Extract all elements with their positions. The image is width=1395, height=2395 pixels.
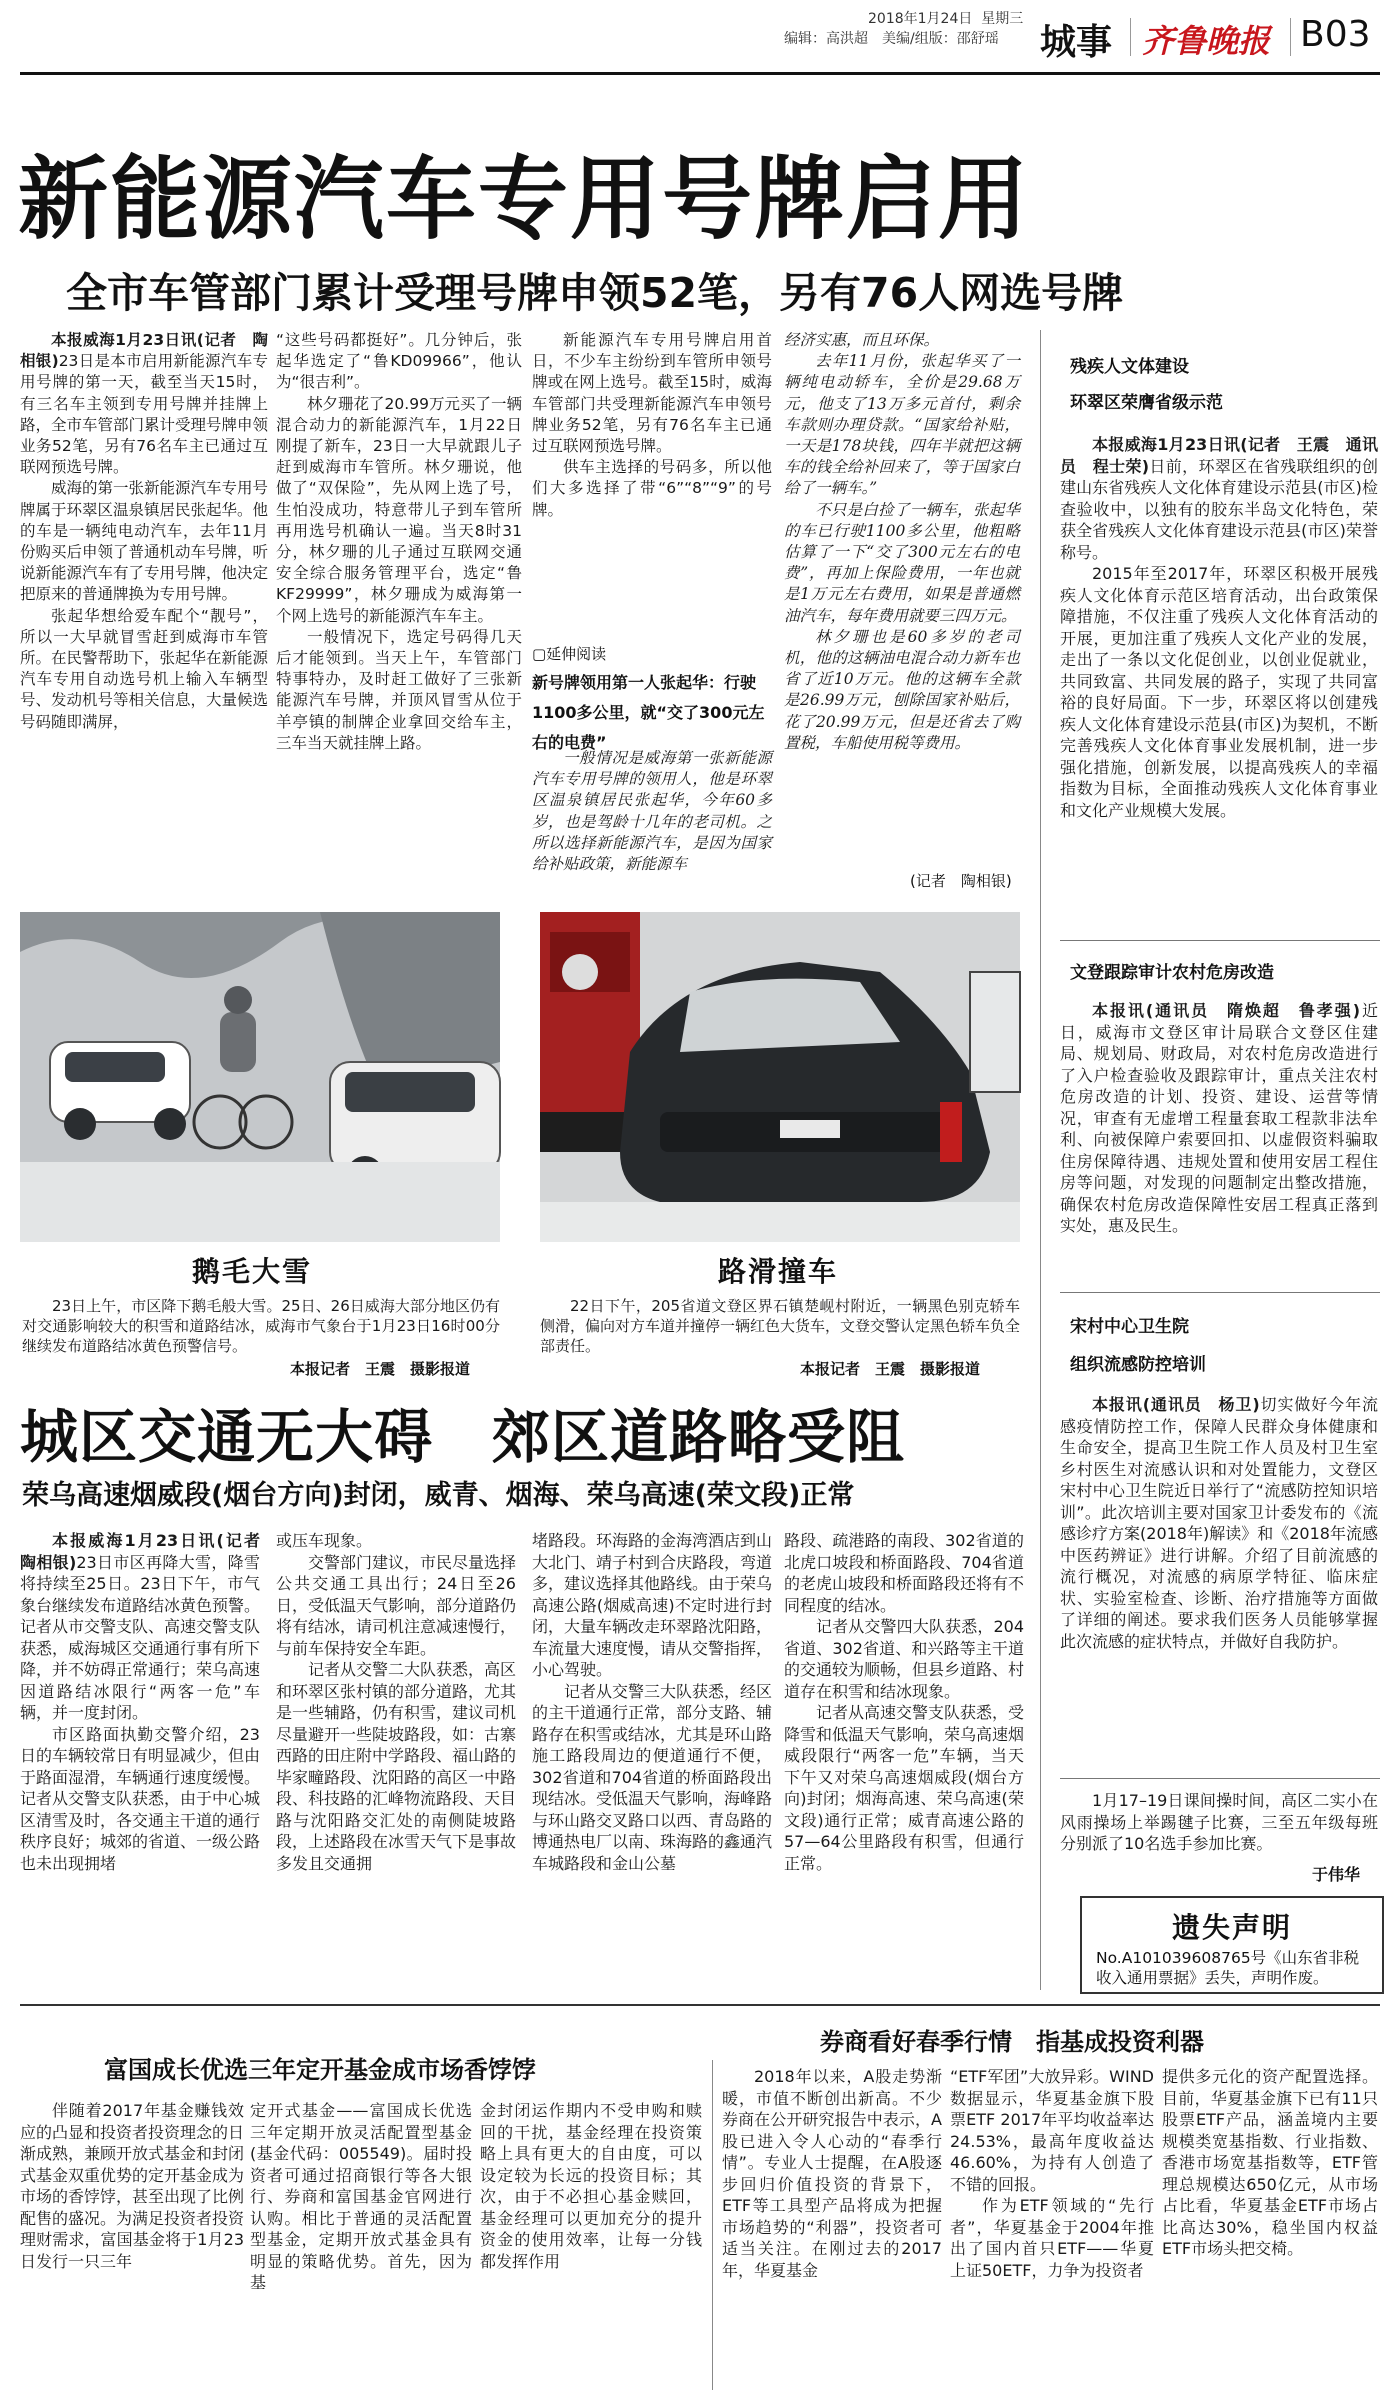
etf-col1-p: 2018年以来，A股走势渐暖，市值不断创出新高。不少券商在公开研究报告中表示，A股已进入令人心动的“春季行情”。专业人士提醒，在A股逐步回归价值投资的背景下，ETF等工具型产品将成为把握市场趋势的“利器”，投资者可适当关注。在刚过去的2017年，华夏基金 bbox=[722, 2067, 942, 2280]
fund-col-3 bbox=[480, 2100, 702, 2390]
etf-col-1 bbox=[722, 2066, 942, 2390]
photo-right-title: 路滑撞车 bbox=[718, 1255, 839, 1288]
fund-col2-p: 定开式基金——富国成长优选三年定期开放灵活配置型基金(基金代码：005549)。届时投资者可通过招商银行等各大银行、券商和富国基金官网进行认购。相比于普通的灵活配置型基金，定期开放式基金具有明显的策略优势。首先，因为基 bbox=[250, 2101, 472, 2292]
main-col4-p3: 不只是白捡了一辆车，张起华的车已行驶1100多公里，他粗略估算了一下“交了300元左右的电费”，再加上保险费用，一年也就是1万元左右费用，如果是普通燃油汽车，每年费用就要三四万元。 bbox=[784, 500, 1020, 625]
bottom-col-divider bbox=[712, 2060, 713, 2390]
traffic-col4-p3: 记者从高速交警支队获悉，受降雪和低温天气影响，荣乌高速烟威段限行“两客一危”车辆，当天下午又对荣乌高速烟威段(烟台方向)封闭；烟海高速、荣乌高速(荣文段)通行正常；威青高速公路的57—64公里路段有积雪，但通行正常。 bbox=[784, 1703, 1025, 1873]
etf-col-2 bbox=[950, 2066, 1154, 2390]
main-col2-p3: 一般情况下，选定号码得几天后才能领到。当天上午，车管部门特事特办，及时赶工做好了三张新能源汽车号牌，并顶风冒雪从位于羊亭镇的制牌企业拿回交给车主，三车当天就挂牌上路。 bbox=[276, 627, 522, 752]
crash-scene-illustration bbox=[540, 912, 1020, 1242]
main-col-4 bbox=[784, 330, 1020, 880]
traffic-col4-p1: 路段、疏港路的南段、302省道的北虎口坡段和桥面路段、704省道的老虎山坡段和桥面路段还将有不同程度的结冰。 bbox=[784, 1531, 1025, 1615]
news-c-title-2: 组织流感防控培训 bbox=[1070, 1355, 1206, 1375]
main-col4-p2: 去年11月份，张起华买了一辆纯电动轿车，全价是29.68万元，他支了13万多元首付，剩余车款则办理贷款。“国家给补贴，一天是178块钱，四年半就把这辆车的钱全给补回来了，等于国家白给了一辆车。” bbox=[784, 352, 1020, 498]
main-subheadline: 全市车管部门累计受理号牌申领52笔，另有76人网选号牌 bbox=[66, 269, 1124, 317]
news-a-p1: 日前，环翠区在省残联组织的创建山东省残疾人文化体育建设示范县(市区)检查验收中，以独有的胶东半岛文化特色，荣获全省残疾人文化体育建设示范县(市区)荣誉称号。 bbox=[1060, 456, 1378, 562]
photo-left-title: 鹅毛大雪 bbox=[192, 1255, 313, 1288]
traffic-col2-p3: 记者从交警二大队获悉，高区和环翠区张村镇的部分道路，尤其是一些辅路，仍有积雪，建议司机尽量避开一些陡坡路段，如：古寨西路的田庄附中学路段、福山路的毕家疃路段、沈阳路的高区一中路段、科技路的汇峰物流路段、天目路与沈阳路交汇处的南侧陡坡路段，上述路段在冰雪天气下是事故多发且交通拥 bbox=[276, 1660, 517, 1873]
etf-col-3 bbox=[1162, 2066, 1378, 2390]
brand-logo: 齐鲁晚报 bbox=[1142, 22, 1271, 60]
bottom-left-headline: 富国成长优选三年定开基金成市场香饽饽 bbox=[104, 2056, 536, 2084]
main-headline: 新能源汽车专用号牌启用 bbox=[18, 147, 1030, 252]
main-col2-p2: 林夕珊花了20.99万元买了一辆混合动力的新能源汽车，1月22日刚提了新车，23日一大早就跟儿子赶到威海市车管所。林夕珊说，他做了“双保险”，先从网上选了号，生怕没成功，特意带儿子到车管所再用选号机确认一遍。当天8时31分，林夕珊的儿子通过互联网交通安全综合服务管理平台，选定“鲁KF29999”，林夕珊成为威海第一个网上选号的新能源汽车车主。 bbox=[276, 394, 522, 625]
right-divider-1 bbox=[1060, 940, 1380, 941]
main-col3-p2: 供车主选择的号码多，所以他们大多选择了带“6”“8”“9”的号牌。 bbox=[532, 458, 772, 519]
main-col3-italic bbox=[532, 748, 772, 890]
date: 2018年1月24日 bbox=[868, 11, 973, 27]
fund-col1-p: 伴随着2017年基金赚钱效应的凸显和投资者投资理念的日渐成熟，兼顾开放式基金和封闭式基金双重优势的定开基金成为市场的香饽饽，甚至出现了比例配售的盛况。为满足投资者投资理财需求，富国基金将于1月23日发行一只三年 bbox=[20, 2101, 245, 2271]
right-divider-3 bbox=[1060, 1778, 1380, 1779]
news-b-p1: 近日，威海市文登区审计局联合文登区住建局、规划局、财政局，对农村危房改造进行了入户检查验收及跟踪审计，重点关注农村危房改造的计划、投资、建设、运营等情况，审查有无虚增工程量套取工程款非法牟利、向被保障户索要回扣、以虚假资料骗取住房保障待遇、违规处置和使用安居工程住房等问题，对发现的问题制定出整改措施，确保农村危房改造保障性安居工程真正落到实处，惠及民生。 bbox=[1060, 1001, 1378, 1235]
fund-col3-p: 金封闭运作期内不受申购和赎回的干扰，基金经理在投资策略上具有更大的自由度，可以设定较为长远的投资目标；其次，由于不必担心基金赎回，基金经理可以更加充分的提升资金的使用效率，让每一分钱都发挥作用 bbox=[480, 2101, 702, 2271]
fund-col-2 bbox=[250, 2100, 472, 2390]
photo-right-caption-text: 22日下午，205省道文登区界石镇楚岘村附近，一辆黑色别克轿车侧滑，偏向对方车道并撞停一辆红色大货车，文登交警认定黑色轿车负全部责任。 bbox=[540, 1297, 1021, 1355]
photo-right-caption bbox=[540, 1296, 1020, 1356]
etf-col2-p2: 作为ETF领域的“先行者”，华夏基金于2004年推出了国内首只ETF——华夏上证50ETF，力争为投资者 bbox=[950, 2196, 1154, 2280]
news-c-lead: 本报讯(通讯员 杨卫) bbox=[1092, 1395, 1260, 1414]
news-d-signature: 于伟华 bbox=[1312, 1865, 1361, 1884]
traffic-col-4 bbox=[784, 1530, 1024, 2010]
main-lead: 本报威海1月23日讯(记者 陶相银) bbox=[20, 331, 268, 371]
lost-notice-box bbox=[1080, 1896, 1384, 1994]
traffic-col3-p2: 记者从交警三大队获悉，经区的主干道通行正常，部分支路、辅路存在积雪或结冰，尤其是环山路施工路段周边的便道通行不便，302省道和704省道的桥面路段出现结冰。受低温天气影响，海峰路与环山路交叉路口以西、青岛路的博通热电厂以南、珠海路的鑫通汽车城路段和金山公墓 bbox=[532, 1681, 773, 1873]
bottom-rule bbox=[20, 2004, 1380, 2006]
traffic-col2-p1: 或压车现象。 bbox=[276, 1531, 373, 1550]
traffic-col3-p1: 堵路段。环海路的金海湾酒店到山大北门、靖子村到合庆路段，弯道多，建议选择其他路线。由于荣乌高速公路(烟威高速)不定时进行封闭，大量车辆改走环翠路沈阳路，车流量大速度慢，请从交警指挥，小心驾驶。 bbox=[532, 1531, 773, 1679]
traffic-col1-p2: 市区路面执勤交警介绍，23日的车辆较常日有明显减少，但由于路面湿滑，车辆通行速度缓慢。记者从交警支队获悉，由于中心城区清雪及时，各交通主干道的通行秩序良好；城郊的省道、一级公路也未出现拥堵 bbox=[20, 1724, 261, 1873]
photo-snowfall bbox=[20, 912, 500, 1242]
news-b-lead: 本报讯(通讯员 隋焕超 鲁孝强) bbox=[1092, 1001, 1361, 1020]
etf-col2-p1: “ETF军团”大放异彩。WIND数据显示，华夏基金旗下股票ETF 2017年平均收益率达24.53%，最高年度收益达46.60%，为持有人创造了不错的回报。 bbox=[950, 2067, 1154, 2194]
main-col4-p4: 林夕珊也是60多岁的老司机，他的这辆油电混合动力新车也省了近10万元。他的这辆车全款是26.99万元，刨除国家补贴后，花了20.99万元，但是还省去了购置税，车船使用税等费用。 bbox=[784, 627, 1020, 752]
main-col3-italic-p: 一般情况是威海第一张新能源汽车专用号牌的领用人，他是环翠区温泉镇居民张起华，今年60多岁，也是驾龄十几年的老司机。之所以选择新能源汽车，是因为国家给补贴政策，新能源车 bbox=[532, 749, 772, 874]
news-c-title-1: 宋村中心卫生院 bbox=[1070, 1317, 1189, 1337]
right-column-divider bbox=[1040, 330, 1041, 1990]
news-b-body bbox=[1060, 1000, 1378, 1300]
photo-right-credit: 本报记者 王震 摄影报道 bbox=[800, 1360, 981, 1378]
main-col4-p1: 经济实惠，而且环保。 bbox=[784, 331, 940, 349]
news-a-p2: 2015年至2017年，环翠区积极开展残疾人文化体育示范区培育活动，出台政策保障措施，不仅注重了残疾人文化体育活动的开展，更加注重了残疾人文化产业的发展，走出了一条以文化促创业，以创业促就业，共同致富、共同发展的路子，实现了共同富裕的良好局面。下一步，环翠区将以创建残疾人文化体育建设示范县(市区)为契机，不断完善残疾人文化体育事业发展机制，进一步强化措施，创新发展，以提高残疾人的幸福指数为目标，全面推动残疾人文化体育事业和文化产业规模大发展。 bbox=[1060, 564, 1378, 820]
main-col1-p3: 张起华想给爱车配个“靓号”，所以一大早就冒雪赶到威海市车管所。在民警帮助下，张起华在新能源汽车专用自动选号机上输入车辆型号、发动机号等相关信息，大量候选号码随即满屏， bbox=[20, 606, 269, 731]
news-b-title: 文登跟踪审计农村危房改造 bbox=[1070, 963, 1274, 983]
bottom-right-headline: 券商看好春季行情 指基成投资利器 bbox=[820, 2028, 1204, 2056]
photo-left-caption-text: 23日上午，市区降下鹅毛般大雪。25日、26日威海大部分地区仍有对交通影响较大的积雪和道路结冰，威海市气象台于1月23日16时00分继续发布道路结冰黄色预警信号。 bbox=[22, 1297, 500, 1355]
photo-left-caption bbox=[22, 1296, 500, 1356]
header-divider bbox=[1130, 18, 1131, 56]
sidebar-title: 新号牌领用第一人张起华：行驶1100多公里，就“交了300元左右的电费” bbox=[532, 673, 765, 752]
news-d-body bbox=[1060, 1790, 1378, 1860]
snow-scene-illustration bbox=[20, 912, 500, 1242]
lost-notice-title: 遗失声明 bbox=[1171, 1911, 1292, 1944]
photo-left-credit: 本报记者 王震 摄影报道 bbox=[290, 1360, 471, 1378]
traffic-col1-p1: 23日市区再降大雪，降雪将持续至25日。23日下午，市气象台继续发布道路结冰黄色预警。记者从市交警支队、高速交警支队获悉，威海城区交通通行事有所下降，并不妨碍正常通行；荣乌高速因道路结冰限行“两客一危”车辆，并一度封闭。 bbox=[20, 1552, 261, 1722]
traffic-headline: 城区交通无大碍 郊区道路略受阻 bbox=[20, 1403, 906, 1471]
etf-col3-p: 提供多元化的资产配置选择。目前，华夏基金旗下已有11只股票ETF产品，涵盖境内主要规模类宽基指数、行业指数、香港市场宽基指数等，ETF管理总规模达650亿元，从市场占比看，华夏基金ETF市场占比高达30%，稳坐国内权益ETF市场头把交椅。 bbox=[1162, 2067, 1378, 2258]
weekday: 星期三 bbox=[981, 11, 1024, 27]
issue-date bbox=[868, 10, 1023, 29]
sidebar-label: ▢延伸阅读 bbox=[532, 645, 607, 663]
header-rule bbox=[20, 72, 1380, 75]
page-number: B03 bbox=[1300, 14, 1371, 55]
main-col-2 bbox=[276, 330, 522, 890]
right-divider-2 bbox=[1060, 1292, 1380, 1293]
main-col-1 bbox=[20, 330, 268, 890]
news-d-p1: 1月17–19日课间操时间，高区二实小在风雨操场上举踢毽子比赛，三至五年级每班分别派了10名选手参加比赛。 bbox=[1060, 1791, 1378, 1853]
traffic-subheadline: 荣乌高速烟威段(烟台方向)封闭，威青、烟海、荣乌高速(荣文段)正常 bbox=[22, 1480, 855, 1511]
traffic-col-2 bbox=[276, 1530, 516, 2010]
lost-notice-body: No.A101039608765号《山东省非税收入通用票据》丢失，声明作废。 bbox=[1096, 1949, 1360, 1987]
news-a-lead: 本报威海1月23日讯(记者 王震 通讯员 程士荣) bbox=[1060, 435, 1378, 476]
traffic-lead: 本报威海1月23日讯(记者 陶相银) bbox=[20, 1531, 277, 1572]
news-a-body bbox=[1060, 434, 1378, 954]
traffic-col2-p2: 交警部门建议，市民尽量选择公共交通工具出行；24日至26日，受低温天气影响，部分道路仍将有结冰，请司机注意减速慢行，与前车保持安全车距。 bbox=[276, 1552, 517, 1658]
news-a-title-1: 残疾人文体建设 bbox=[1070, 357, 1189, 377]
header-divider-2 bbox=[1290, 18, 1291, 56]
main-col3-p1: 新能源汽车专用号牌启用首日，不少车主纷纷到车管所申领号牌或在网上选号。截至15时，威海车管部门共受理新能源汽车申领号牌业务52笔，另有76名车主已通过互联网预选号牌。 bbox=[532, 331, 772, 456]
news-a-title-2: 环翠区荣膺省级示范 bbox=[1070, 393, 1223, 413]
main-col1-p1: 23日是本市启用新能源汽车专用号牌的第一天，截至当天15时，有三名车主领到专用号牌并挂牌上路，全市车管部门累计受理号牌申领业务52笔，另有76名车主已通过互联网预选号牌。 bbox=[20, 352, 269, 477]
main-col1-p2: 威海的第一张新能源汽车专用号牌属于环翠区温泉镇居民张起华。他的车是一辆纯电动汽车，去年11月份购买后申领了普通机动车号牌，听说新能源汽车有了专用号牌，他决定把原来的普通牌换为专用号牌。 bbox=[20, 479, 269, 604]
main-signature: (记者 陶相银) bbox=[910, 872, 1012, 890]
traffic-col4-p2: 记者从交警四大队获悉，204省道、302省道、和兴路等主干道的交通较为顺畅，但县乡道路、村道存在积雪和结冰现象。 bbox=[784, 1617, 1025, 1701]
fund-col-1 bbox=[20, 2100, 244, 2390]
traffic-col-1 bbox=[20, 1530, 277, 2010]
main-col2-p1: “这些号码都挺好”。几分钟后，张起华选定了“鲁KD09966”，他认为“很吉利”。 bbox=[276, 331, 522, 392]
photo-car-crash bbox=[540, 912, 1020, 1242]
editors-line: 编辑：高洪超 美编/组版：邵舒瑶 bbox=[784, 31, 999, 47]
section-name: 城事 bbox=[1040, 22, 1113, 63]
traffic-col-3 bbox=[532, 1530, 772, 2010]
main-col-3 bbox=[532, 330, 772, 650]
news-c-p1: 切实做好今年流感疫情防控工作，保障人民群众身体健康和生命安全，提高卫生院工作人员及村卫生室乡村医生对流感认识和对处置能力，文登区宋村中心卫生院近日举行了“流感防控知识培训”。此次培训主要对国家卫计委发布的《流感诊疗方案(2018年)解读》和《2018年流感中医药辨证》进行讲解。介绍了目前流感的流行概况，对流感的病原学特征、临床症状、实验室检查、诊断、治疗措施等方面做了详细的阐述。要求我们医务人员能够掌握此次流感的症状特点，并做好自我防护。 bbox=[1060, 1395, 1378, 1651]
news-c-body bbox=[1060, 1394, 1378, 1794]
